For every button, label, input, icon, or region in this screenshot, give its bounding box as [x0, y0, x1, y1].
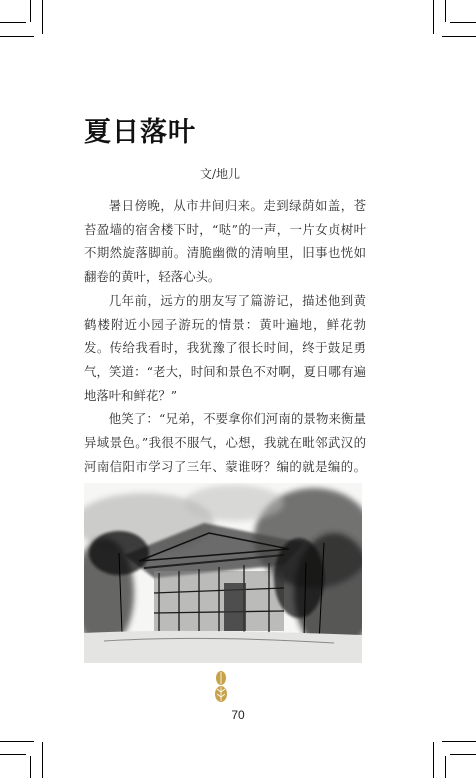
article-body	[84, 194, 366, 502]
gold-leaf-ornament-icon	[213, 670, 229, 704]
page-number: 70	[231, 708, 245, 722]
paragraph: 暑日傍晚，从市井间归来。走到绿荫如盖，苍苔盈墙的宿舍楼下时，“哒”的一声，一片女贞树叶不期然旋落脚前。清脆幽微的清响里，旧事也恍如翻卷的黄叶，轻落心头。	[84, 198, 366, 285]
paragraph: 几年前，远方的朋友写了篇游记，描述他到黄鹤楼附近小园子游玩的情景：黄叶遍地，鲜花勃发。传给我看时，我犹豫了很长时间，终于鼓足勇气，笑道：“老大，时间和景色不对啊，夏日哪有遍地落叶和鲜花？”	[84, 292, 366, 403]
article-title: 夏日落叶	[84, 117, 196, 148]
ink-painting-illustration	[84, 483, 362, 663]
article-author: 文/地儿	[200, 167, 241, 181]
paragraph: 他笑了：“兄弟，不要拿你们河南的景物来衡量异域景色。”我很不服气，心想，我就在毗邻武汉的河南信阳市学习了三年、蒙谁呀？编的就是编的。	[84, 411, 366, 474]
